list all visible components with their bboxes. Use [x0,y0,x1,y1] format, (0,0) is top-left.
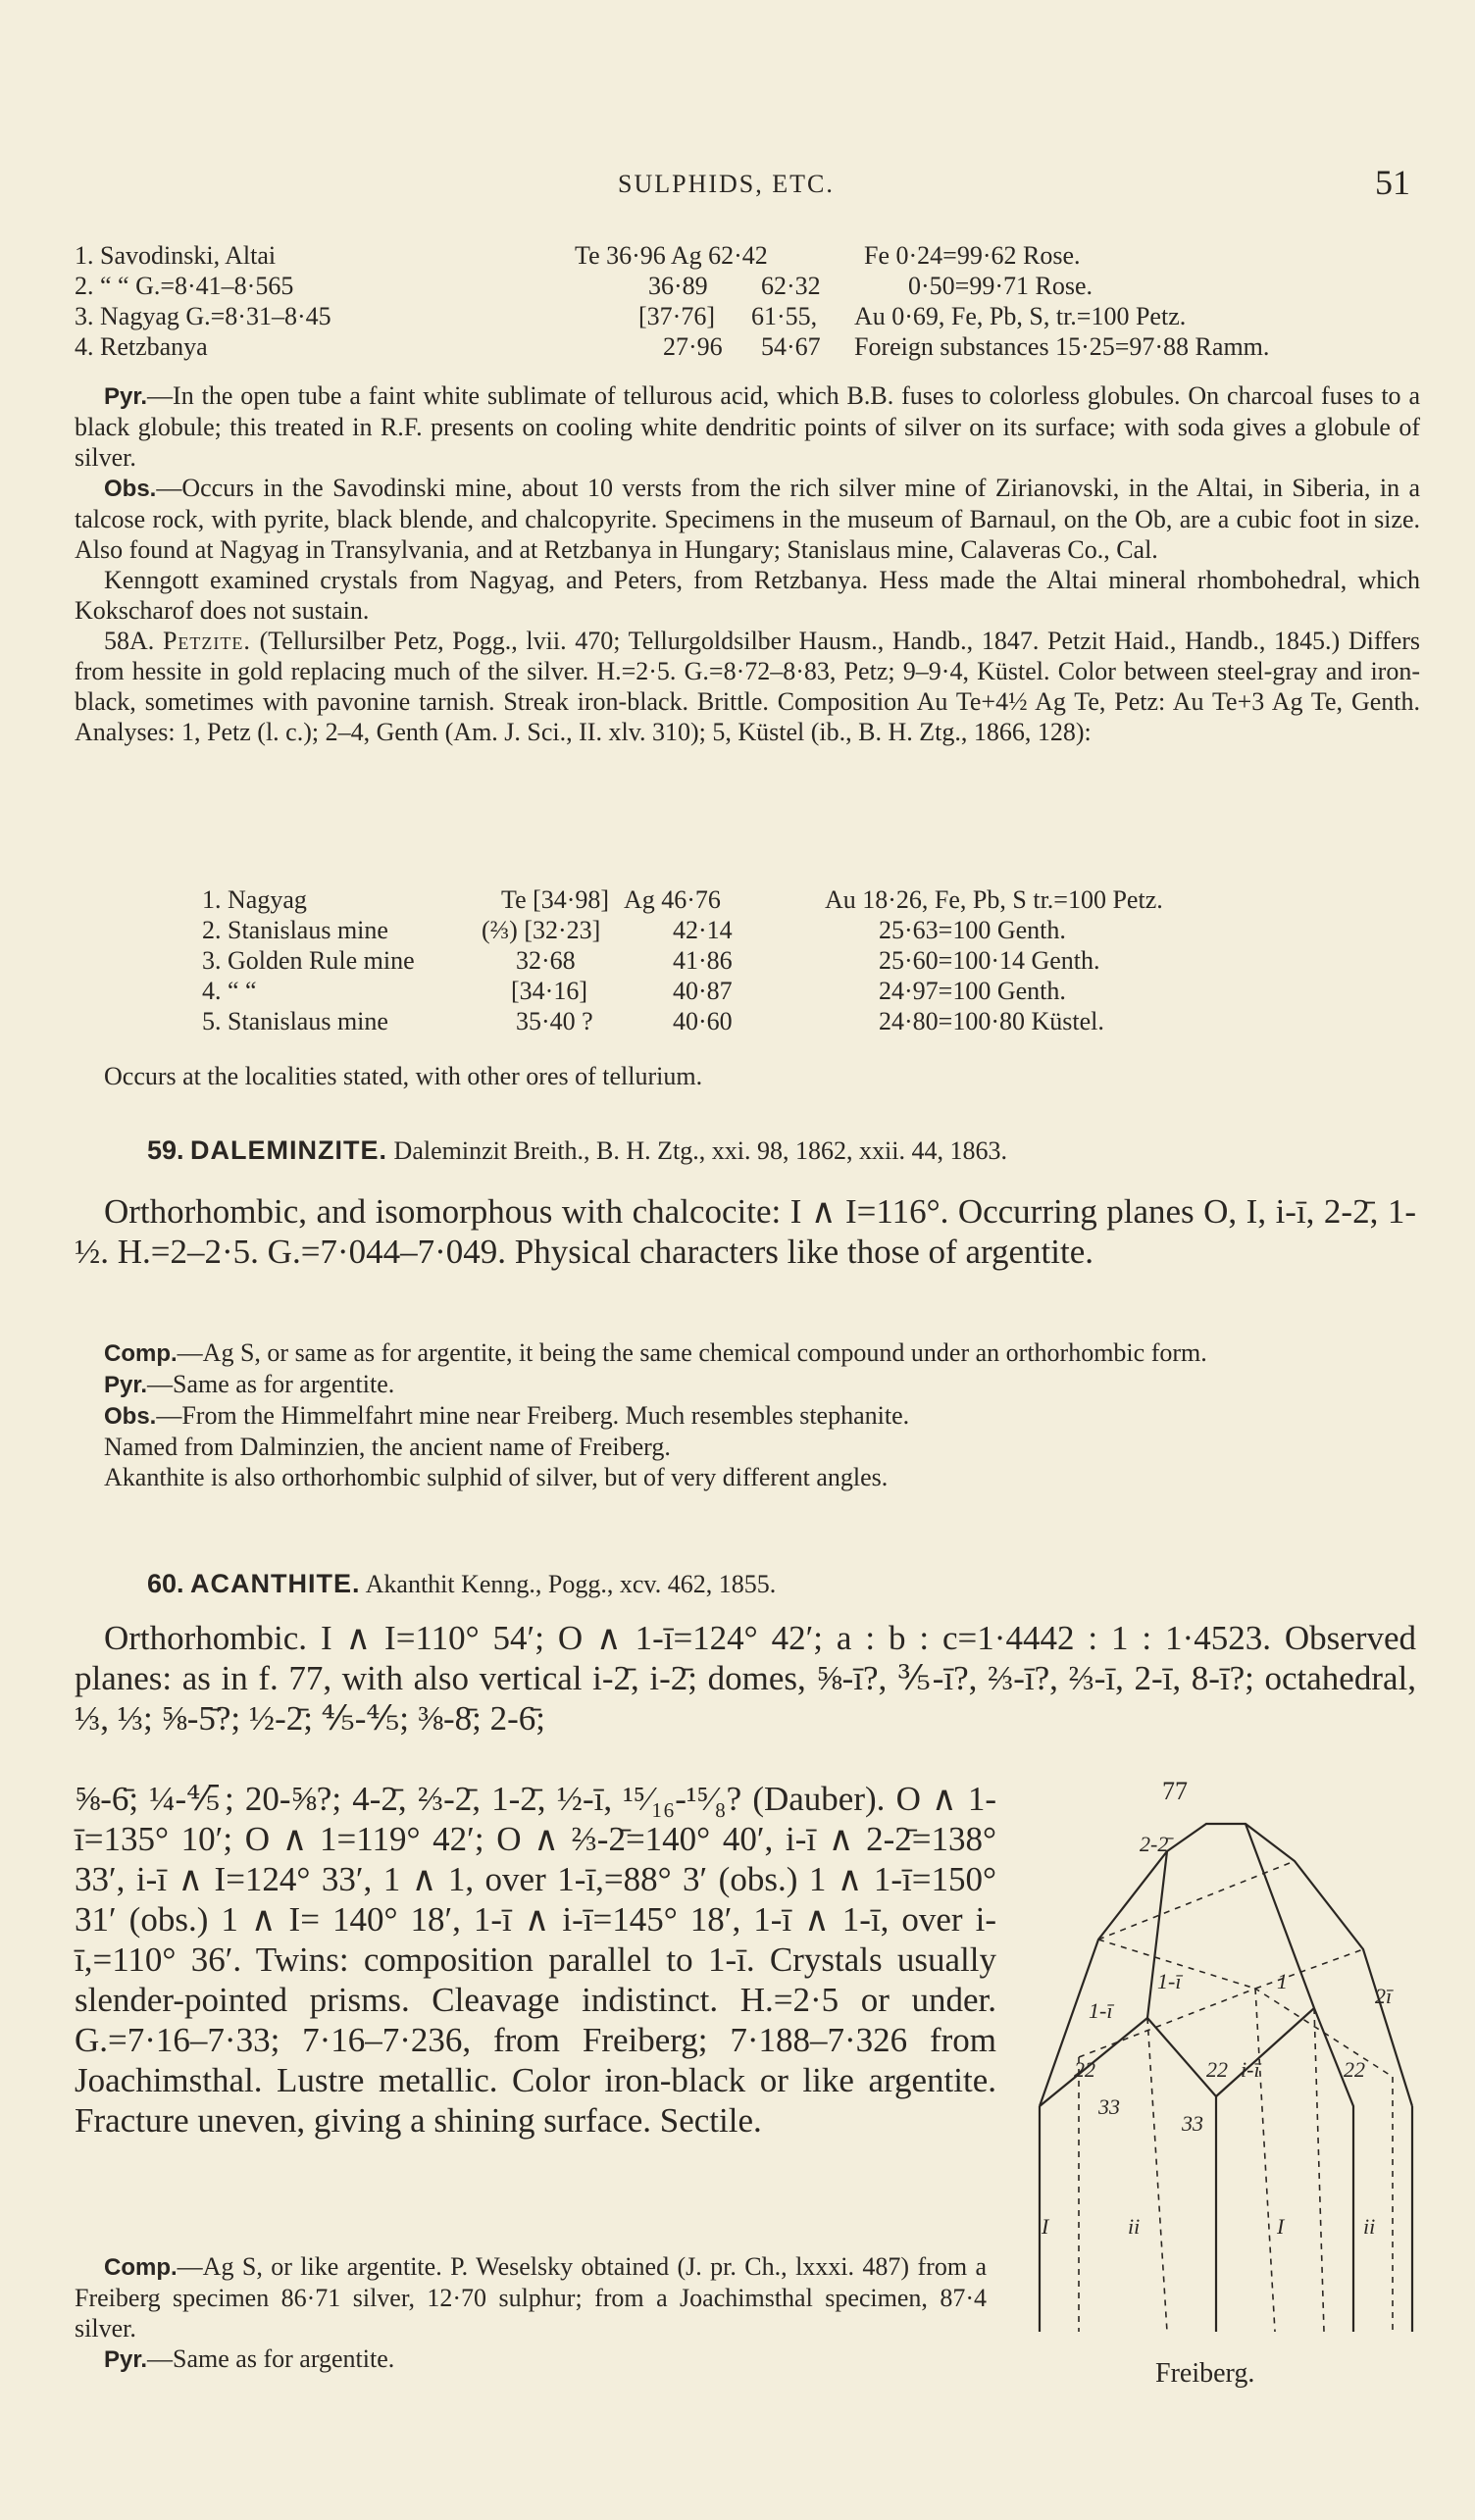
crystal-edge [1216,2008,1314,2096]
hidden-edge [1314,2008,1324,2332]
table-cell: 42·14 [673,916,733,944]
species-number: 60. [147,1569,184,1598]
table-cell: Fe 0·24=99·62 Rose. [864,241,1081,270]
paragraph: Named from Dalminzien, the ancient name of Freiberg. [104,1433,671,1461]
table-cell: 1. Savodinski, Altai [75,241,277,270]
face-label: i-ī [1241,2057,1260,2082]
paragraph: Orthorhombic, and isomorphous with chalcocite: I ∧ I=116°. Occurring planes O, I, i-ī, 2-2̄, 1-½. H.=2–2·5. G.=7·044–7·049. Physical characters like those of argentite. [75,1192,1416,1271]
table-row [202,1006,1379,1036]
species-name: DALEMINZITE. [190,1135,388,1165]
face-label: 1-ī [1089,1998,1113,2023]
table-row [202,915,1379,945]
table-cell: 3. Golden Rule mine [202,946,415,975]
paragraph-text: —From the Himmelfahrt mine near Freiberg. Much resembles stephanite. [156,1401,910,1430]
table-cell: 4. “ “ [202,977,257,1005]
table-cell: 61·55, [751,302,818,330]
face-label: 33 [1098,2094,1120,2119]
paragraph [75,2251,987,2344]
species-reference: Akanthit Kenng., Pogg., xcv. 462, 1855. [365,1570,777,1598]
table-cell: 0·50=99·71 Rose. [908,272,1093,300]
paragraph [75,626,1420,747]
table-cell: 54·67 [761,332,821,361]
crystal-figure-77 [1020,1783,1432,2391]
paragraph-text: —Ag S, or like argentite. P. Weselsky obtained (J. pr. Ch., lxxxi. 487) from a Freiberg specimen 86·71 silver, 12·70 sulphur; from a Joachimsthal specimen, 87·4 silver. [75,2252,987,2343]
acanthite-lead [75,1618,1416,1739]
paragraph [75,473,1420,565]
paragraph-text: —Same as for argentite. [147,2344,395,2373]
table-row [202,945,1379,976]
table-cell: 27·96 [663,332,723,361]
table-cell: Te 36·96 Ag 62·42 [575,241,768,270]
paragraph [75,1369,1420,1400]
page-number: 51 [1375,163,1410,202]
table-cell: 35·40 ? [516,1007,593,1035]
figure-number: 77 [1162,1777,1188,1805]
table-cell: 24·97=100 Genth. [879,977,1066,1005]
daleminzite-notes [75,1337,1420,1492]
table-cell: 62·32 [761,272,821,300]
section-label: Obs. [104,476,157,502]
paragraph [75,2344,987,2375]
daleminzite-description [75,1191,1416,1272]
acanthite-description [75,1779,996,2141]
species-number: 58A. [104,627,155,655]
species-number: 59. [147,1135,184,1165]
species-heading-daleminzite [147,1135,1007,1166]
hidden-edge [1147,2018,1167,2332]
crystal-edge [1147,1851,1216,2332]
species-reference: Daleminzit Breith., B. H. Ztg., xxi. 98, 1862, xxii. 44, 1863. [393,1136,1007,1165]
paragraph [75,1337,1420,1369]
page-header [0,162,1475,211]
paragraph: Orthorhombic. I ∧ I=110° 54′; O ∧ 1-ī=124° 42′; a : b : c=1·4442 : 1 : 1·4523. Observed planes: as in f. 77, with also vertical i-2̄, i-2̄; domes, ⅝-ī?, ⅗-ī?, ⅔-ī?, ⅔-ī, 2-ī, 8-ī?; octahedral, ⅓, ⅓; ⅝-5̄?; ½-2̄; ⅘-⅘; ⅜-8̄; 2-6̄; [75,1619,1416,1738]
paragraph: Kenngott examined crystals from Nagyag, and Peters, from Retzbanya. Hess made the Altai mineral rhombohedral, which Kokscharof does not sustain. [75,566,1420,625]
running-head: SULPHIDS, ETC. [618,170,835,198]
section-label: Pyr. [104,1372,148,1398]
table-cell: Ag 46·76 [624,885,721,914]
table-cell: 25·63=100 Genth. [879,916,1066,944]
face-label: 2ī [1375,1984,1393,2008]
table-cell: 1. Nagyag [202,885,307,914]
face-label: ii [1128,2214,1141,2239]
table-cell: 36·89 [648,272,708,300]
table-cell: 2. “ “ G.=8·41–8·565 [75,272,294,300]
section-label: Comp. [104,1340,178,1367]
face-label: 2-2̄ [1140,1832,1169,1856]
paragraph-text: (Tellursilber Petz, Pogg., lvii. 470; Tellurgoldsilber Hausm., Handb., 1847. Petzit Haid., Handb., 1845.) Differs from hessite in gold replacing much of the silver. H.=2·5. G.=8·72–8·83, Petz; 9–9·4, Küstel. Color between steel-gray and iron-black, sometimes with pavonine tarnish. Streak iron-black. Brittle. Composition Au Te+4½ Ag Te, Petz: Au Te+3 Ag Te, Genth. Analyses: 1, Petz (l. c.); 2–4, Genth (Am. J. Sci., II. xlv. 310); 5, Küstel (ib., B. H. Ztg., 1866, 128): [75,627,1421,746]
paragraph [75,1400,1420,1432]
figure-caption: Freiberg. [1155,2358,1255,2389]
table-cell: Te [34·98] [501,885,610,914]
paragraph-text: —Same as for argentite. [147,1370,395,1398]
table-row [75,240,1428,271]
table-cell: 2. Stanislaus mine [202,916,388,944]
face-label: ii [1363,2214,1376,2239]
table-cell: 41·86 [673,946,733,975]
table-cell: [37·76] [638,302,715,330]
table-cell: (⅔) [32·23] [482,916,601,944]
species-name: Petzite. [162,627,251,655]
paragraph-text: —Ag S, or same as for argentite, it being the same chemical compound under an orthorhombic form. [177,1338,1207,1367]
table-cell: 3. Nagyag G.=8·31–8·45 [75,302,331,330]
table-cell: 4. Retzbanya [75,332,208,361]
crystal-edge [1246,1824,1353,2332]
species-heading-acanthite [147,1569,776,1599]
face-label: 22 [1344,2057,1365,2082]
table-cell: 25·60=100·14 Genth. [879,946,1100,975]
face-label: 22 [1206,2057,1228,2082]
table-cell: 24·80=100·80 Küstel. [879,1007,1104,1035]
section-label: Pyr. [104,2346,148,2373]
table-cell: 40·87 [673,977,733,1005]
hessite-analyses-table [75,240,1428,362]
paragraph: ⅝-6̄; ¼-⅘̄; 20-⅝?; 4-2̄, ⅔-2̄, 1-2̄, ½-ī, ¹⁵⁄₁₆-¹⁵⁄₈? (Dauber). O ∧ 1-ī=135° 10′; O ∧ 1=119° 42′; O ∧ ⅔-2̄=140° 40′, i-ī ∧ 2-2̄=138° 33′, i-ī ∧ I=124° 33′, 1 ∧ 1, over 1-ī,=88° 3′ (obs.) 1 ∧ 1-ī=150° 31′ (obs.) 1 ∧ I= 140° 18′, 1-ī ∧ i-ī=145° 18′, 1-ī ∧ 1-ī, over i-ī,=110° 36′. Twins: composition parallel to 1-ī. Crystals usually slender-pointed prisms. Cleavage indistinct. H.=2·5 or under. G.=7·16–7·33; 7·16–7·236, from Freiberg; 7·188–7·326 from Joachimsthal. Lustre metallic. Color iron-black or like argentite. Fracture uneven, giving a shining surface. Sectile. [75,1780,996,2140]
acanthite-notes [75,2251,987,2375]
section-label: Pyr. [104,383,148,410]
face-label: 22 [1074,2057,1095,2082]
crystal-drawing [1020,1783,1432,2391]
section-label: Comp. [104,2254,178,2281]
table-cell: [34·16] [511,977,587,1005]
hidden-edge [1255,1989,1275,2332]
paragraph-text: —Occurs in the Savodinski mine, about 10 versts from the rich silver mine of Zirianovski, in the Altai, in Siberia, in a talcose rock, with pyrite, black blende, and chalcopyrite. Specimens in the museum of Barnaul, on the Ob, are a cubic foot in size. Also found at Nagyag in Transylvania, and at Retzbanya in Hungary; Stanislaus mine, Calaveras Co., Cal. [75,474,1420,564]
table-row [75,331,1428,362]
paragraph: Occurs at the localities stated, with other ores of tellurium. [104,1062,703,1090]
paragraph [75,380,1420,473]
petzite-occurrence [75,1061,1420,1091]
face-label: 33 [1182,2111,1203,2136]
paragraph-text: —In the open tube a faint white sublimate of tellurous acid, which B.B. fuses to colorless globules. On charcoal fuses to a black globule; this treated in R.F. presents on cooling white dendritic points of silver on its surface; with soda gives a globule of silver. [75,381,1420,472]
petzite-analyses-table [202,884,1379,1036]
table-row [202,884,1379,915]
face-label: 1 [1277,1969,1288,1993]
hidden-edge [1098,1940,1363,1989]
hessite-text [75,380,1420,747]
face-label: I [1277,2214,1285,2239]
face-label: 1-ī [1157,1969,1182,1993]
table-cell: 32·68 [516,946,576,975]
table-cell: 5. Stanislaus mine [202,1007,388,1035]
table-cell: Au 18·26, Fe, Pb, S tr.=100 Petz. [825,885,1163,914]
table-row [202,976,1379,1006]
table-row [75,301,1428,331]
section-label: Obs. [104,1403,157,1430]
paragraph: Akanthite is also orthorhombic sulphid of silver, but of very different angles. [104,1463,889,1491]
face-label: I [1042,2214,1049,2239]
table-cell: Foreign substances 15·25=97·88 Ramm. [854,332,1270,361]
table-cell: Au 0·69, Fe, Pb, S, tr.=100 Petz. [854,302,1187,330]
table-row [75,271,1428,301]
species-name: ACANTHITE. [190,1569,361,1598]
table-cell: 40·60 [673,1007,733,1035]
